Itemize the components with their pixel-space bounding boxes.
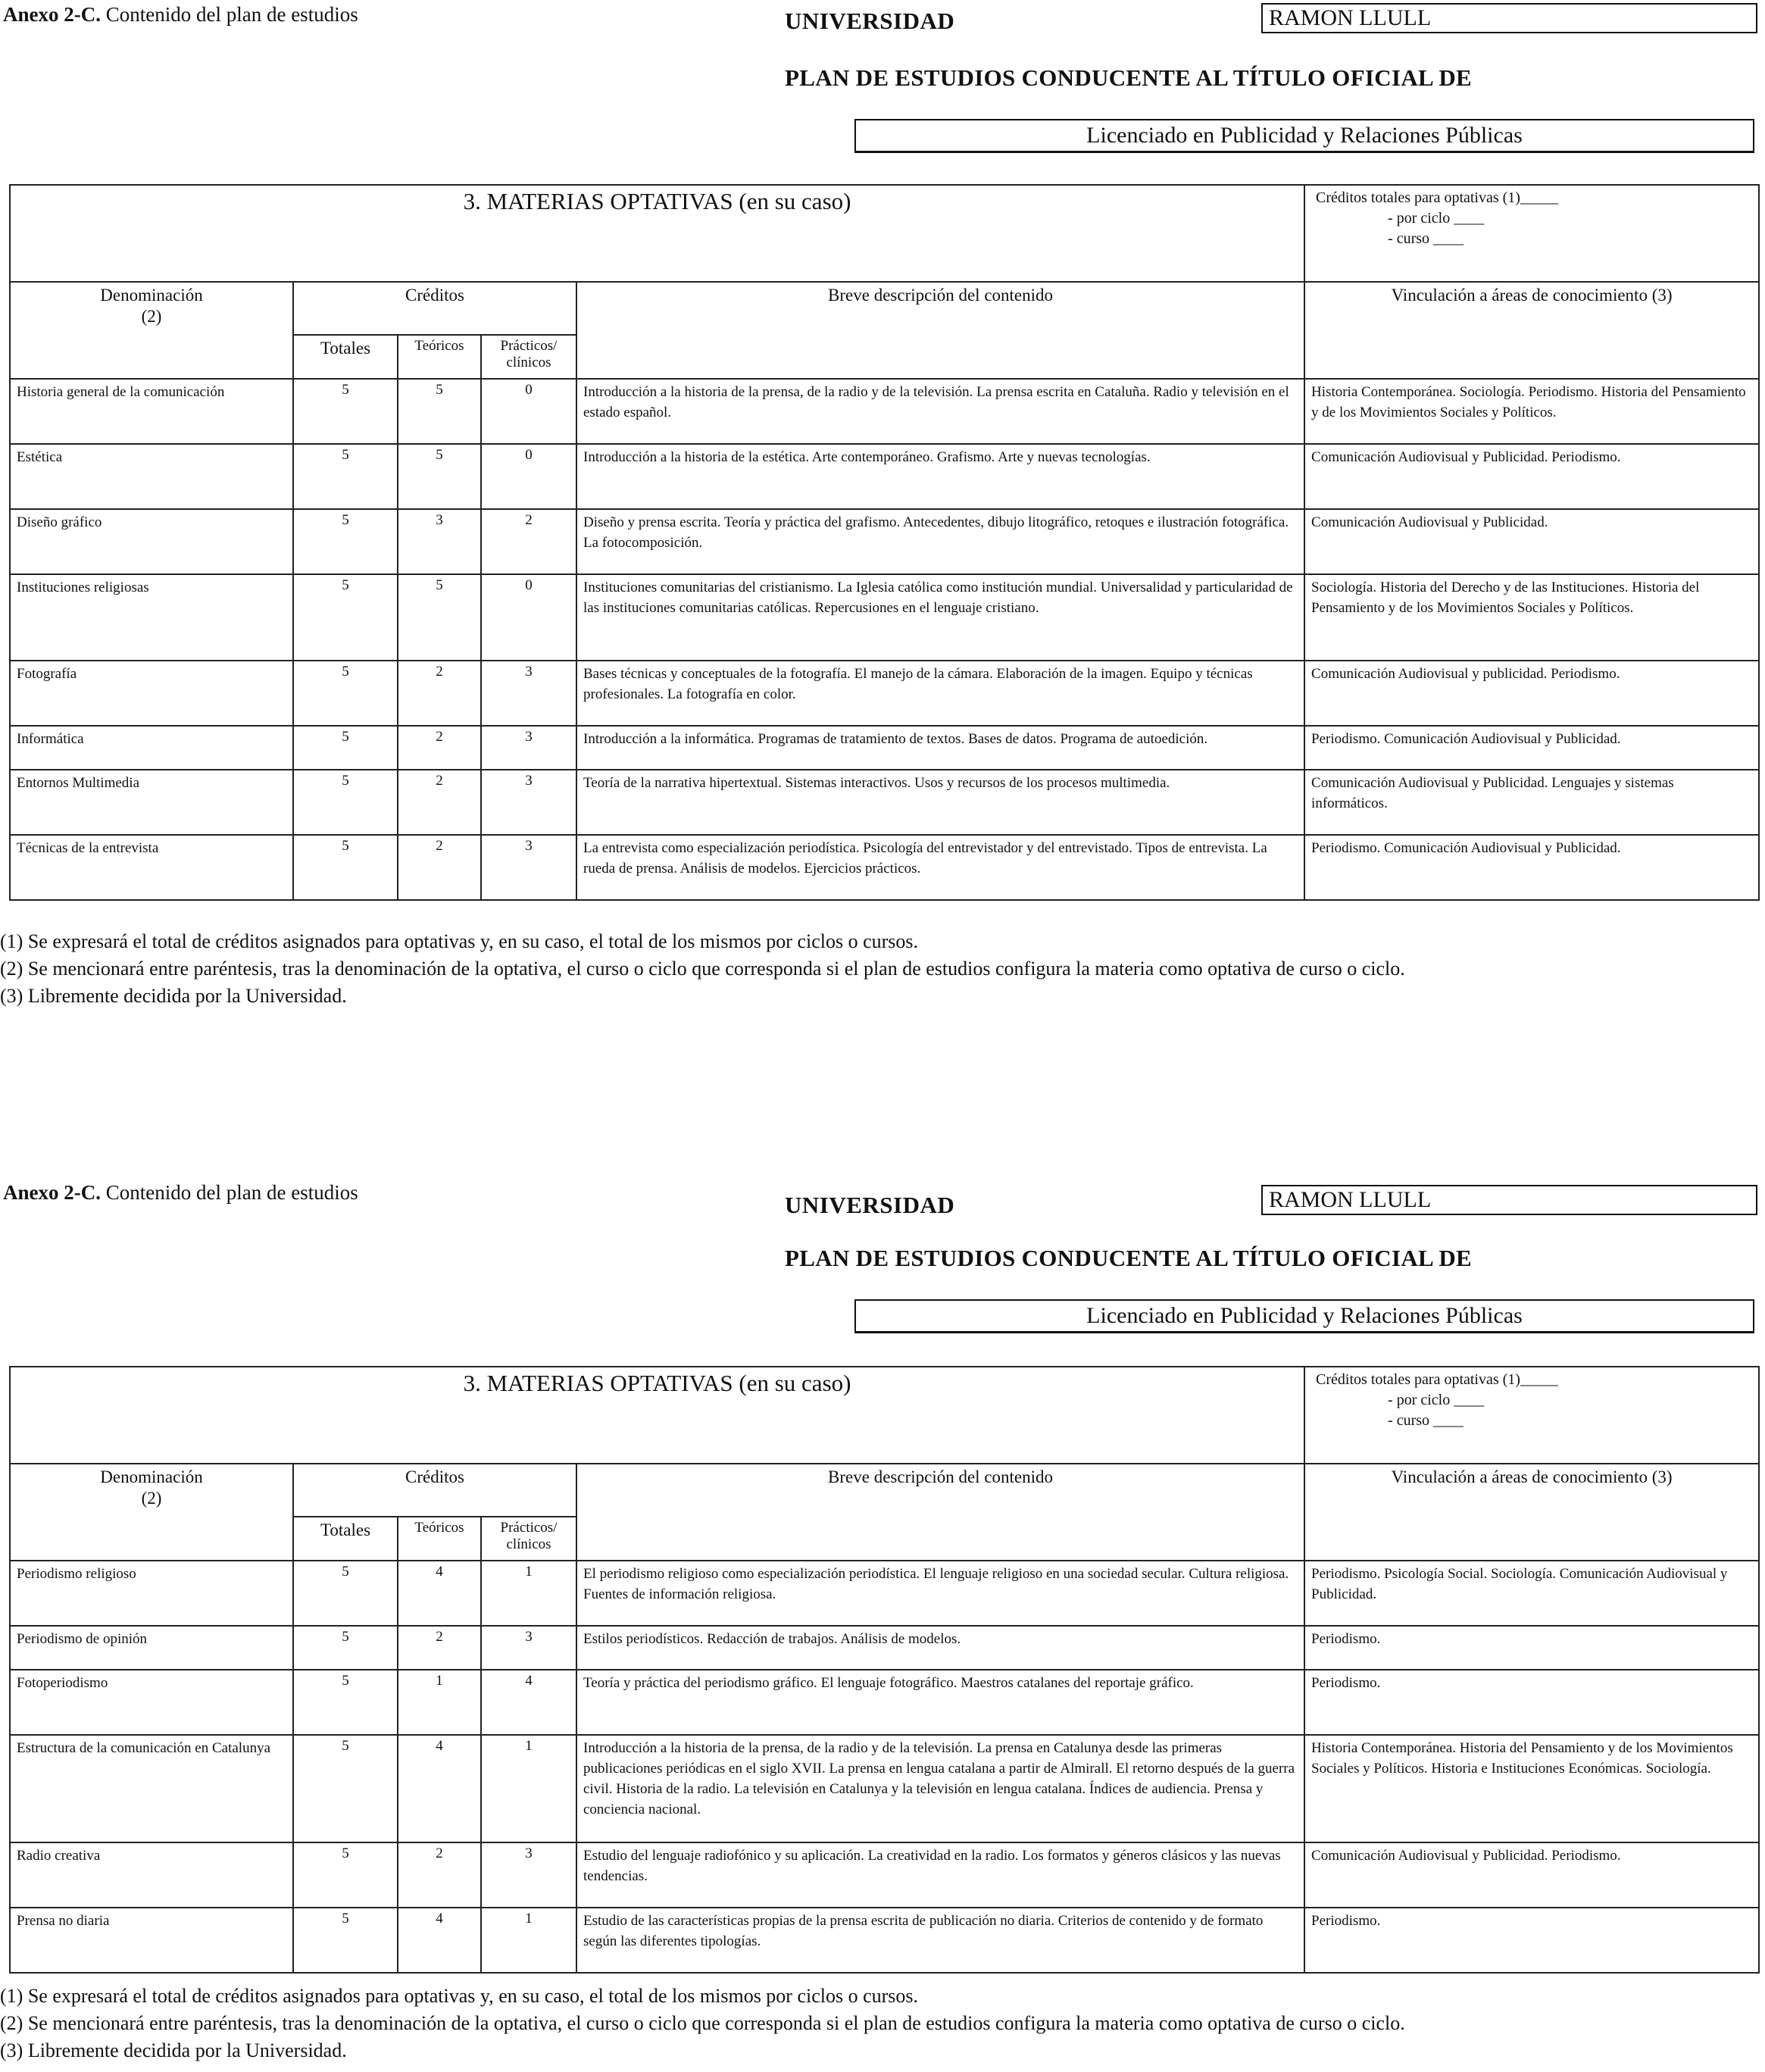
header-denominacion: Denominación (2) (10, 282, 293, 379)
credits-theory: 5 (398, 379, 481, 444)
credits-practice: 0 (481, 379, 576, 444)
table-row (10, 379, 1759, 444)
credits-theory: 4 (398, 1735, 481, 1842)
header-totales: Totales (293, 335, 398, 379)
subject-description: Introducción a la historia de la prensa, de la radio y de la televisión. La prensa escrita en Cataluña. Radio y televisión en el estado español. (576, 379, 1304, 444)
credits-per-cycle: - por ciclo ____ (1388, 210, 1485, 227)
subject-name: Estética (10, 444, 293, 509)
knowledge-areas: Periodismo. Comunicación Audiovisual y Publicidad. (1304, 726, 1759, 770)
credits-total: 5 (293, 1735, 398, 1842)
credits-total: 5 (293, 770, 398, 835)
table-row (10, 835, 1759, 900)
knowledge-areas: Comunicación Audiovisual y Publicidad. (1304, 509, 1759, 574)
total-credits-label: Créditos totales para optativas (1)_____ (1316, 189, 1558, 206)
total-credits-cell (1304, 185, 1759, 282)
subject-name: Fotoperiodismo (10, 1670, 293, 1735)
footnotes (0, 928, 1405, 1010)
header-descripcion: Breve descripción del contenido (576, 1464, 1304, 1561)
footnote-1: (1) Se expresará el total de créditos asignados para optativas y, en su caso, el total de los mismos por ciclos o cursos. (0, 930, 919, 952)
credits-theory: 2 (398, 770, 481, 835)
footnotes (0, 1983, 1405, 2064)
credits-total: 5 (293, 726, 398, 770)
subject-name: Radio creativa (10, 1842, 293, 1908)
credits-total: 5 (293, 835, 398, 900)
knowledge-areas: Sociología. Historia del Derecho y de las Instituciones. Historia del Pensamiento y de los Movimientos Sociales y Políticos. (1304, 574, 1759, 661)
credits-per-course: - curso ____ (1388, 230, 1464, 247)
university-label: UNIVERSIDAD (785, 8, 955, 34)
knowledge-areas: Periodismo. (1304, 1908, 1759, 1973)
table-row (10, 509, 1759, 574)
subject-description: Estudio del lenguaje radiofónico y su aplicación. La creatividad en la radio. Los formatos y géneros clásicos y las nuevas tendencias. (576, 1842, 1304, 1908)
credits-practice: 1 (481, 1735, 576, 1842)
header-teoricos: Teóricos (398, 1517, 481, 1561)
annex-label: Anexo 2-C. (3, 1181, 101, 1204)
knowledge-areas: Periodismo. (1304, 1670, 1759, 1735)
credits-practice: 3 (481, 661, 576, 726)
credits-theory: 1 (398, 1670, 481, 1735)
total-credits-label: Créditos totales para optativas (1)_____ (1316, 1371, 1558, 1388)
rows-sheet-1 (10, 379, 1759, 900)
optional-subjects-table (9, 184, 1760, 901)
degree-title-box: Licenciado en Publicidad y Relaciones Públicas (854, 1299, 1754, 1333)
subject-name: Periodismo religioso (10, 1561, 293, 1626)
header-denominacion: Denominación (2) (10, 1464, 293, 1561)
header-creditos: Créditos (293, 282, 576, 335)
credits-theory: 2 (398, 726, 481, 770)
section-title: 3. MATERIAS OPTATIVAS (en su caso) (10, 1367, 1304, 1464)
subject-name: Historia general de la comunicación (10, 379, 293, 444)
footnote-1: (1) Se expresará el total de créditos asignados para optativas y, en su caso, el total de los mismos por ciclos o cursos. (0, 1985, 919, 2007)
rows-sheet-2 (10, 1561, 1759, 1973)
annex-heading (3, 1181, 358, 1205)
credits-practice: 0 (481, 444, 576, 509)
header-practicos: Prácticos/ clínicos (481, 335, 576, 379)
footnote-3: (3) Libremente decidida por la Universidad. (0, 2039, 347, 2061)
subject-name: Estructura de la comunicación en Catalunya (10, 1735, 293, 1842)
subject-name: Instituciones religiosas (10, 574, 293, 661)
subject-description: La entrevista como especialización periodística. Psicología del entrevistador y del entrevistado. Tipos de entrevista. La rueda de prensa. Análisis de modelos. Ejercicios prácticos. (576, 835, 1304, 900)
annex-label: Anexo 2-C. (3, 3, 101, 26)
credits-total: 5 (293, 1842, 398, 1908)
credits-theory: 2 (398, 1626, 481, 1670)
credits-theory: 2 (398, 835, 481, 900)
credits-per-cycle: - por ciclo ____ (1388, 1392, 1485, 1408)
credits-total: 5 (293, 1908, 398, 1973)
plan-title: PLAN DE ESTUDIOS CONDUCENTE AL TÍTULO OFICIAL DE (785, 1245, 1473, 1271)
university-name-box: RAMON LLULL (1261, 3, 1757, 33)
annex-text: Contenido del plan de estudios (101, 3, 358, 26)
credits-practice: 3 (481, 770, 576, 835)
header-creditos: Créditos (293, 1464, 576, 1517)
credits-total: 5 (293, 444, 398, 509)
credits-theory: 3 (398, 509, 481, 574)
knowledge-areas: Periodismo. Comunicación Audiovisual y Publicidad. (1304, 835, 1759, 900)
credits-total: 5 (293, 1626, 398, 1670)
knowledge-areas: Comunicación Audiovisual y Publicidad. Periodismo. (1304, 1842, 1759, 1908)
credits-theory: 2 (398, 661, 481, 726)
subject-description: Estudio de las características propias de la prensa escrita de publicación no diaria. Criterios de contenido y de formato según las diferentes tipologías. (576, 1908, 1304, 1973)
credits-per-course: - curso ____ (1388, 1412, 1464, 1429)
subject-description: Instituciones comunitarias del cristianismo. La Iglesia católica como institución mundial. Universalidad y particularidad de las instituciones comunitarias católicas. Repercusiones en el lenguaje cristiano. (576, 574, 1304, 661)
knowledge-areas: Periodismo. (1304, 1626, 1759, 1670)
footnote-2: (2) Se mencionará entre paréntesis, tras la denominación de la optativa, el curso o ciclo que corresponda si el plan de estudios configura la materia como optativa de curso o ciclo. (0, 2012, 1405, 2034)
credits-theory: 2 (398, 1842, 481, 1908)
section-title: 3. MATERIAS OPTATIVAS (en su caso) (10, 185, 1304, 282)
knowledge-areas: Comunicación Audiovisual y publicidad. Periodismo. (1304, 661, 1759, 726)
header-teoricos: Teóricos (398, 335, 481, 379)
subject-description: Introducción a la historia de la prensa, de la radio y de la televisión. La prensa en Catalunya desde las primeras publicaciones periódicas en el siglo XVII. La prensa en lengua catalana a partir de Almirall. El retorno después de la guerra civil. Historia de la radio. La televisión en Catalunya y la televisión en lengua catalana. Índices de audiencia. Prensa y conciencia nacional. (576, 1735, 1304, 1842)
subject-name: Prensa no diaria (10, 1908, 293, 1973)
plan-title: PLAN DE ESTUDIOS CONDUCENTE AL TÍTULO OFICIAL DE (785, 64, 1473, 91)
credits-total: 5 (293, 1561, 398, 1626)
header-vinculacion: Vinculación a áreas de conocimiento (3) (1304, 1464, 1759, 1561)
subject-description: Diseño y prensa escrita. Teoría y práctica del grafismo. Antecedentes, dibujo litográfico, retoques e ilustración fotográfica. La fotocomposición. (576, 509, 1304, 574)
table-row (10, 770, 1759, 835)
table-row (10, 1842, 1759, 1908)
knowledge-areas: Comunicación Audiovisual y Publicidad. Periodismo. (1304, 444, 1759, 509)
section-header-row (10, 1367, 1759, 1464)
annex-heading (3, 3, 358, 27)
subject-name: Informática (10, 726, 293, 770)
knowledge-areas: Periodismo. Psicología Social. Sociología. Comunicación Audiovisual y Publicidad. (1304, 1561, 1759, 1626)
knowledge-areas: Historia Contemporánea. Historia del Pensamiento y de los Movimientos Sociales y Políticos. Historia e Instituciones Económicas. Sociología. (1304, 1735, 1759, 1842)
header-totales: Totales (293, 1517, 398, 1561)
credits-practice: 0 (481, 574, 576, 661)
credits-theory: 4 (398, 1908, 481, 1973)
credits-practice: 2 (481, 509, 576, 574)
header-descripcion: Breve descripción del contenido (576, 282, 1304, 379)
annex-text: Contenido del plan de estudios (101, 1181, 358, 1204)
table-row (10, 1561, 1759, 1626)
section-header-row (10, 185, 1759, 282)
table-row (10, 1670, 1759, 1735)
table-row (10, 444, 1759, 509)
subject-name: Técnicas de la entrevista (10, 835, 293, 900)
footnote-3: (3) Libremente decidida por la Universidad. (0, 985, 347, 1007)
table-row (10, 1626, 1759, 1670)
footnote-2: (2) Se mencionará entre paréntesis, tras la denominación de la optativa, el curso o ciclo que corresponda si el plan de estudios configura la materia como optativa de curso o ciclo. (0, 958, 1405, 980)
credits-practice: 3 (481, 1842, 576, 1908)
credits-total: 5 (293, 1670, 398, 1735)
subject-name: Entornos Multimedia (10, 770, 293, 835)
university-name-box: RAMON LLULL (1261, 1185, 1757, 1215)
subject-description: Teoría de la narrativa hipertextual. Sistemas interactivos. Usos y recursos de los procesos multimedia. (576, 770, 1304, 835)
header-practicos: Prácticos/ clínicos (481, 1517, 576, 1561)
subject-description: Bases técnicas y conceptuales de la fotografía. El manejo de la cámara. Elaboración de la imagen. Equipo y técnicas profesionales. La fotografía en color. (576, 661, 1304, 726)
credits-total: 5 (293, 379, 398, 444)
table-row (10, 661, 1759, 726)
table-row (10, 1735, 1759, 1842)
subject-name: Periodismo de opinión (10, 1626, 293, 1670)
credits-practice: 3 (481, 1626, 576, 1670)
subject-description: Estilos periodísticos. Redacción de trabajos. Análisis de modelos. (576, 1626, 1304, 1670)
degree-title-box: Licenciado en Publicidad y Relaciones Públicas (854, 119, 1754, 153)
subject-description: Teoría y práctica del periodismo gráfico. El lenguaje fotográfico. Maestros catalanes del reportaje gráfico. (576, 1670, 1304, 1735)
subject-description: El periodismo religioso como especialización periodística. El lenguaje religioso en una sociedad secular. Cultura religiosa. Fuentes de información religiosa. (576, 1561, 1304, 1626)
subject-name: Diseño gráfico (10, 509, 293, 574)
table-row (10, 574, 1759, 661)
subject-description: Introducción a la historia de la estética. Arte contemporáneo. Grafismo. Arte y nuevas tecnologías. (576, 444, 1304, 509)
subject-description: Introducción a la informática. Programas de tratamiento de textos. Bases de datos. Programa de autoedición. (576, 726, 1304, 770)
credits-theory: 5 (398, 444, 481, 509)
credits-total: 5 (293, 574, 398, 661)
header-vinculacion: Vinculación a áreas de conocimiento (3) (1304, 282, 1759, 379)
credits-practice: 4 (481, 1670, 576, 1735)
knowledge-areas: Historia Contemporánea. Sociología. Periodismo. Historia del Pensamiento y de los Movimientos Sociales y Políticos. (1304, 379, 1759, 444)
credits-practice: 1 (481, 1908, 576, 1973)
subject-name: Fotografía (10, 661, 293, 726)
table-row (10, 726, 1759, 770)
credits-total: 5 (293, 509, 398, 574)
knowledge-areas: Comunicación Audiovisual y Publicidad. Lenguajes y sistemas informáticos. (1304, 770, 1759, 835)
university-label: UNIVERSIDAD (785, 1192, 955, 1218)
credits-practice: 3 (481, 835, 576, 900)
credits-total: 5 (293, 661, 398, 726)
credits-practice: 1 (481, 1561, 576, 1626)
table-row (10, 1908, 1759, 1973)
credits-practice: 3 (481, 726, 576, 770)
total-credits-cell (1304, 1367, 1759, 1464)
credits-theory: 5 (398, 574, 481, 661)
column-header-row (10, 282, 1759, 335)
optional-subjects-table (9, 1366, 1760, 1974)
credits-theory: 4 (398, 1561, 481, 1626)
column-header-row (10, 1464, 1759, 1517)
